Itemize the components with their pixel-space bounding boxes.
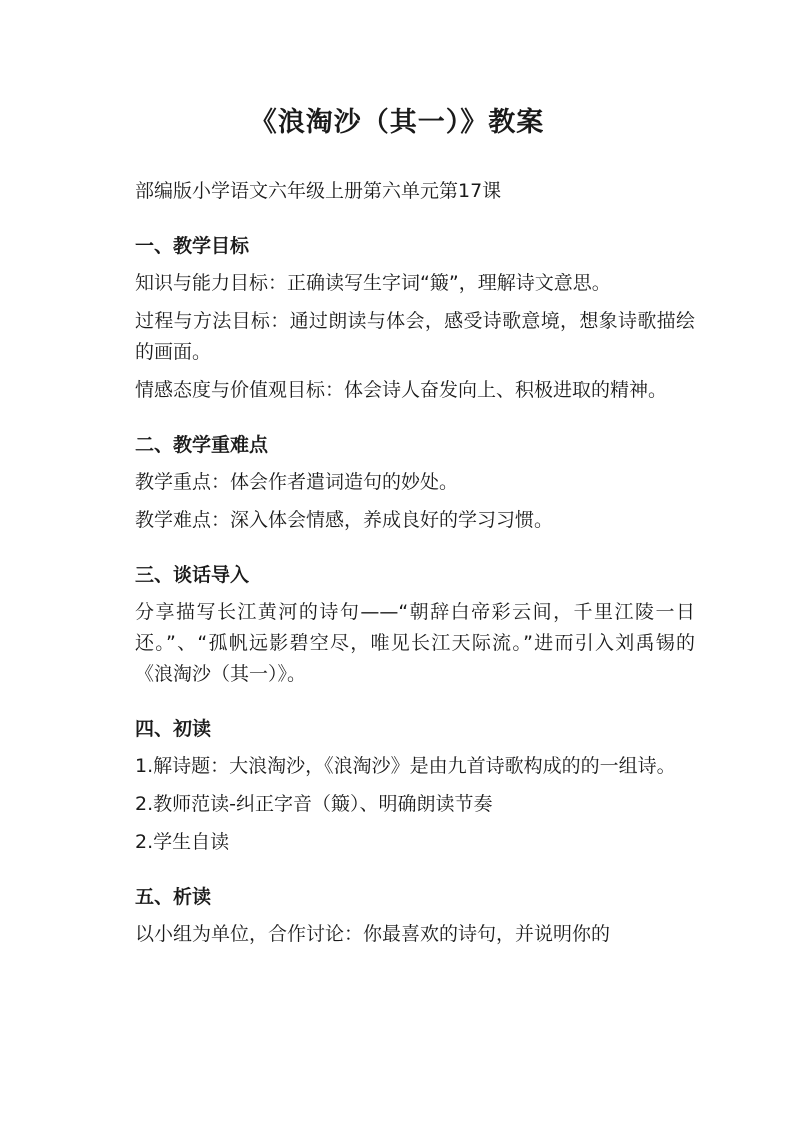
paragraph: 2.学生自读 [135,831,230,853]
section-introduction [135,560,695,690]
paragraph: 1.解诗题：大浪淘沙，《浪淘沙》是由九首诗歌构成的的一组诗。 [135,755,676,777]
section-heading: 五、析读 [135,886,212,908]
section-heading: 一、教学目标 [135,235,250,257]
paragraph: 教学重点：体会作者遣词造句的妙处。 [135,471,459,493]
section-key-difficult-points [135,430,695,536]
paragraph: 过程与方法目标：通过朗读与体会，感受诗歌意境，想象诗歌描绘的画面。 [135,310,695,363]
section-heading: 四、初读 [135,718,212,740]
section-first-reading [135,714,695,858]
section-heading: 三、谈话导入 [135,564,250,586]
document-body [135,176,695,974]
section-analysis-reading [135,882,695,950]
paragraph: 知识与能力目标：正确读写生字词“簸”，理解诗文意思。 [135,272,611,294]
paragraph: 教学难点：深入体会情感，养成良好的学习习惯。 [135,509,554,531]
paragraph: 分享描写长江黄河的诗句——“朝辞白帝彩云间，千里江陵一日还。”、“孤帆远影碧空尽，唯见长江天际流。”进而引入刘禹锡的《浪淘沙（其一）》。 [135,601,695,685]
paragraph: 以小组为单位，合作讨论：你最喜欢的诗句，并说明你的 [135,923,611,945]
paragraph: 2.教师范读-纠正字音（簸）、明确朗读节奏 [135,793,493,815]
paragraph: 情感态度与价值观目标：体会诗人奋发向上、积极进取的精神。 [135,379,668,401]
document-title: 《浪淘沙（其一）》教案 [249,107,545,138]
document-subtitle: 部编版小学语文六年级上册第六单元第17课 [135,180,502,202]
section-teaching-objectives [135,231,695,406]
section-heading: 二、教学重难点 [135,434,269,456]
